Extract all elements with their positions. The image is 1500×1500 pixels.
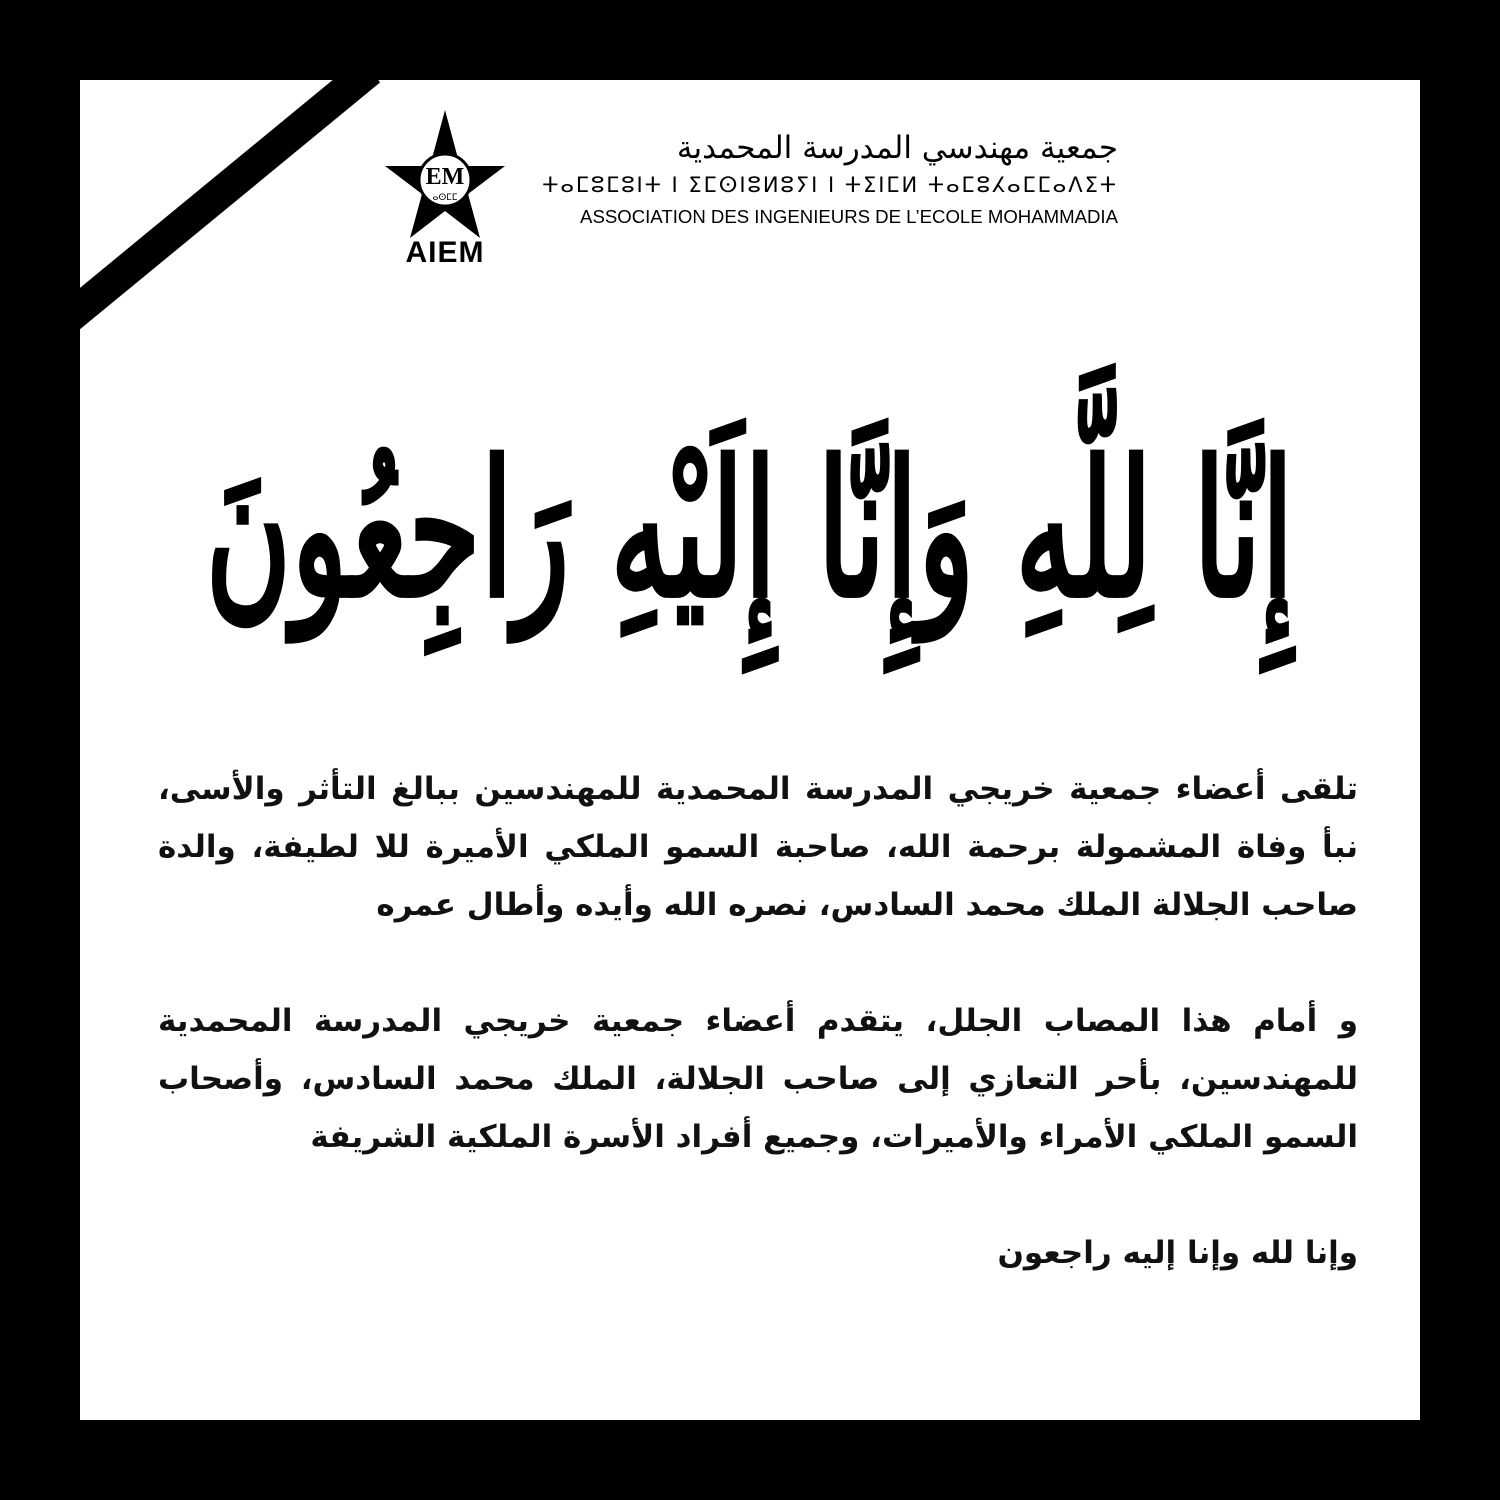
header [380,108,1140,278]
closing-line: وإنا لله وإنا إليه راجعون [997,1235,1358,1271]
aiem-star-logo-icon [380,108,510,238]
org-name-tifinagh: ⵜⴰⵎⵓⵎⵓⵏⵜ ⵏ ⵉⵎⵙⵏⵓⵍⵓⵢⵏ ⵏ ⵜⵉⵏⵎⵍ ⵜⴰⵎⵓⵃⴰⵎⵎⴰⴷⵉⵜ [542,173,1118,197]
organization-names [538,128,1118,232]
calligraphy-verse [205,380,1295,680]
aiem-logo [380,108,510,273]
logo-inner-mark: EM [425,164,465,190]
mourning-ribbon-icon [80,80,400,400]
condolence-card [80,80,1420,1420]
logo-inner-script: ⴰⵙⵎⵎ [432,193,458,203]
logo-abbreviation: AIEM [405,236,485,269]
paragraph-condolences: و أمام هذا المصاب الجلل، يتقدم أعضاء جمعية خريجي المدرسة المحمدية للمهندسين، بأحر التعازي إلى صاحب الجلالة، الملك محمد السادس، وأصحاب السمو الملكي الأمراء والأميرات، وجميع أفراد الأسرة الملكية الشريفة [158,1003,1358,1155]
paragraph-announcement: تلقى أعضاء جمعية خريجي المدرسة المحمدية للمهندسين ببالغ التأثر والأسى، نبأ وفاة المشمولة برحمة الله، صاحبة السمو الملكي الأميرة للا لطيفة، والدة صاحب الجلالة الملك محمد السادس، نصره الله وأيده وأطال عمره [158,771,1358,923]
condolence-body [158,760,1358,1282]
org-name-french: ASSOCIATION DES INGENIEURS DE L’ECOLE MOHAMMADIA [580,206,1118,227]
verse-text: إِنَّا لِلَّهِ وَإِنَّا إِلَيْهِ رَاجِعُونَ [205,420,1295,640]
org-name-arabic: جمعية مهندسي المدرسة المحمدية [676,130,1118,166]
